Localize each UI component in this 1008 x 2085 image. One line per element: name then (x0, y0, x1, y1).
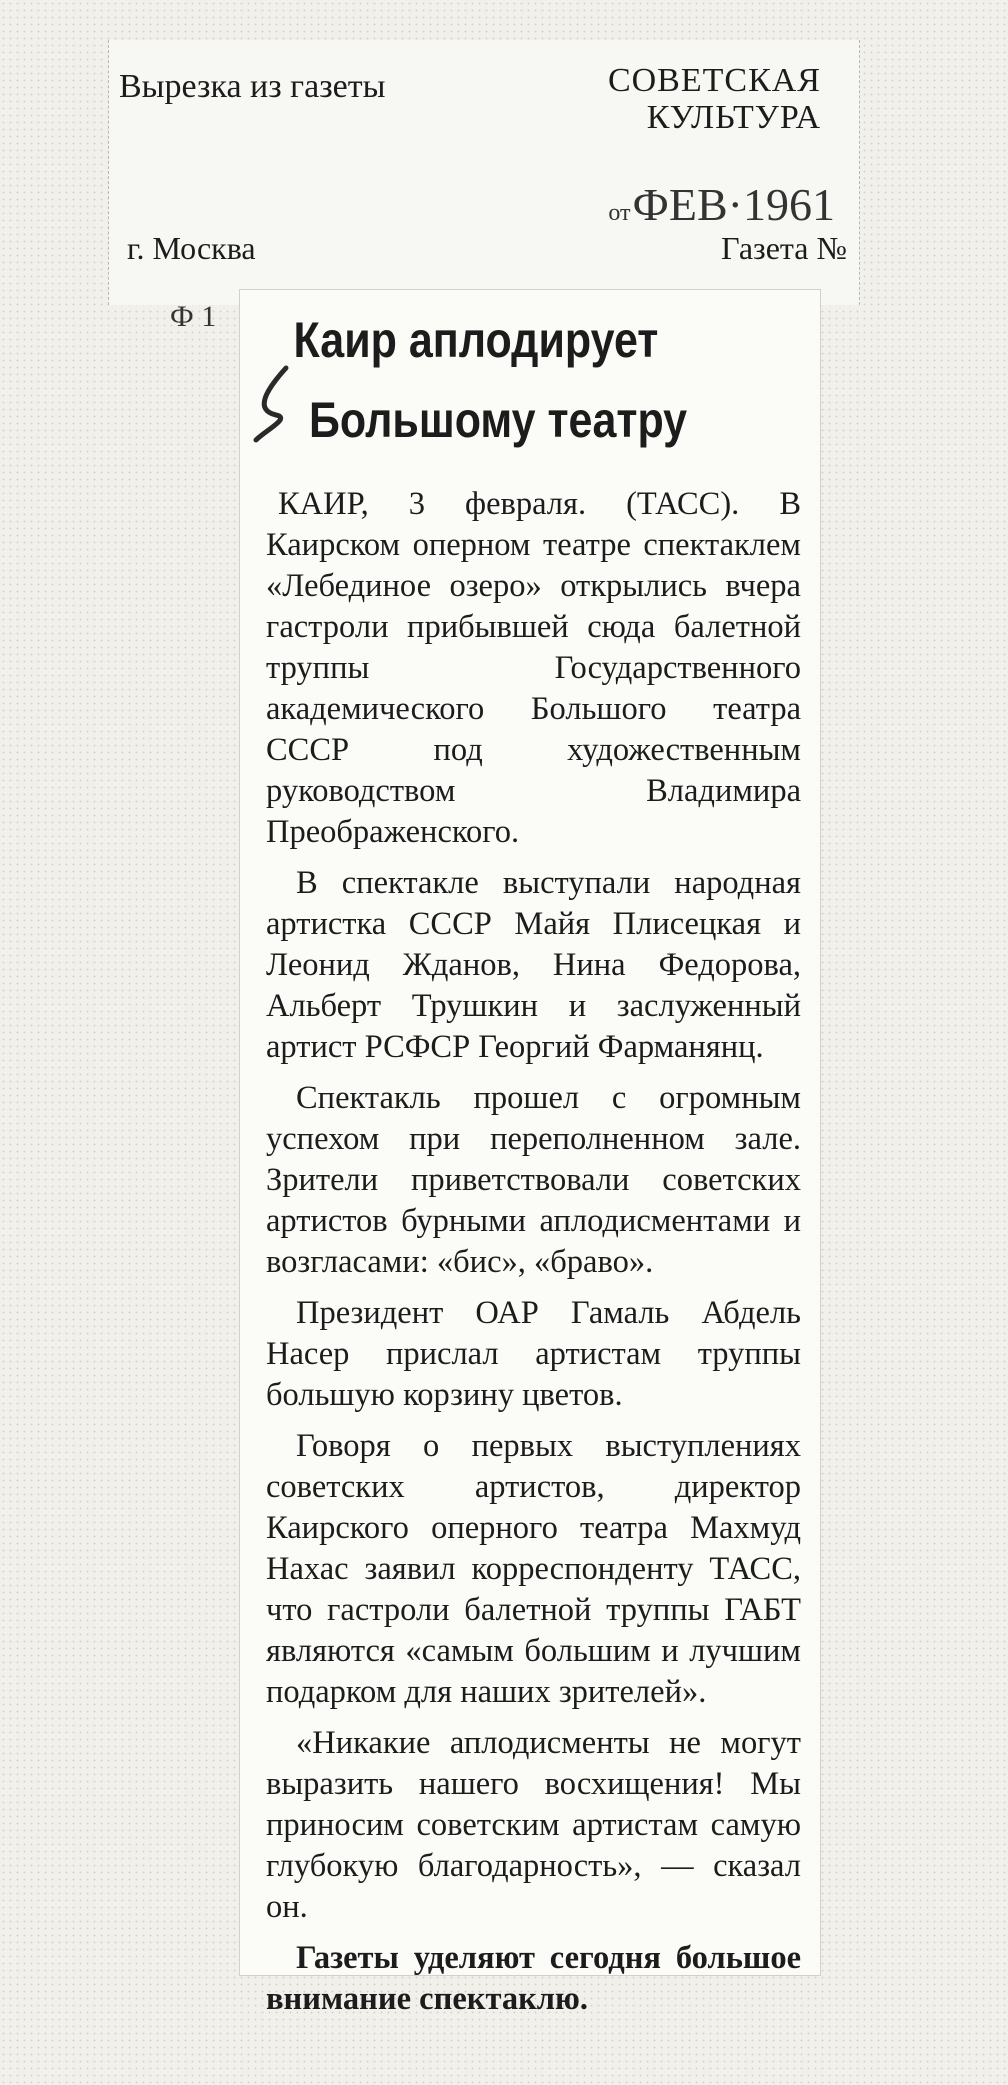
newspaper-name-line1: СОВЕТСКАЯ (607, 62, 821, 99)
article-body (266, 484, 801, 2020)
article-headline (266, 300, 726, 460)
article-paragraph: Спектакль прошел с огромным успехом при переполненном зале. Зрители приветствовали советских артистов бурными аплодисментами и возгласами: «бис», «браво». (266, 1080, 801, 1280)
date-value: ФЕВ·1961 (632, 179, 835, 230)
article (266, 300, 801, 2030)
article-paragraph: Президент ОАР Гамаль Абдель Насер прислал артистам труппы большую корзину цветов. (266, 1295, 801, 1413)
date-prefix: от (608, 200, 631, 226)
gazeta-number-label: Газета № (721, 230, 847, 266)
article-paragraph: Говоря о первых выступлениях советских артистов, директор Каирского оперного театра Махмуд Нахас заявил корреспонденту ТАСС, что гастроли балетной труппы ГАБТ являются «самым большим и лучшим подарком для наших зрителей». (266, 1428, 801, 1710)
newspaper-name-line2: КУЛЬТУРА (646, 99, 821, 136)
date-stamp (608, 178, 835, 231)
city-label: г. Москва (127, 230, 256, 266)
clipping-label: Вырезка из газеты (119, 68, 386, 105)
article-paragraph: В спектакле выступали народная артистка СССР Майя Плисецкая и Леонид Жданов, Нина Федорова, Альберт Трушкин и заслуженный артист РСФСР Георгий Фарманянц. (266, 865, 801, 1065)
clipping-header-slip (108, 40, 860, 305)
article-paragraph: Газеты уделяют сегодня большое внимание спектаклю. (266, 1940, 801, 2017)
stamp-fragment: Ф 1 (170, 300, 217, 333)
headline-line1: Каир аплодирует (293, 312, 659, 368)
article-paragraph: КАИР, 3 февраля. (ТАСС). В Каирском оперном театре спектаклем «Лебединое озеро» открылись вчера гастроли прибывшей сюда балетной труппы Государственного академического Большого театра СССР под художественным руководством Владимира Преображенского. (266, 486, 801, 850)
newspaper-name (608, 62, 821, 136)
newspaper-clipping (240, 290, 820, 2017)
headline-line2: Большому театру (309, 392, 688, 448)
article-paragraph: «Никакие аплодисменты не могут выразить нашего восхищения! Мы приносим советским артистам самую глубокую благодарность», — сказал он. (266, 1725, 801, 1925)
